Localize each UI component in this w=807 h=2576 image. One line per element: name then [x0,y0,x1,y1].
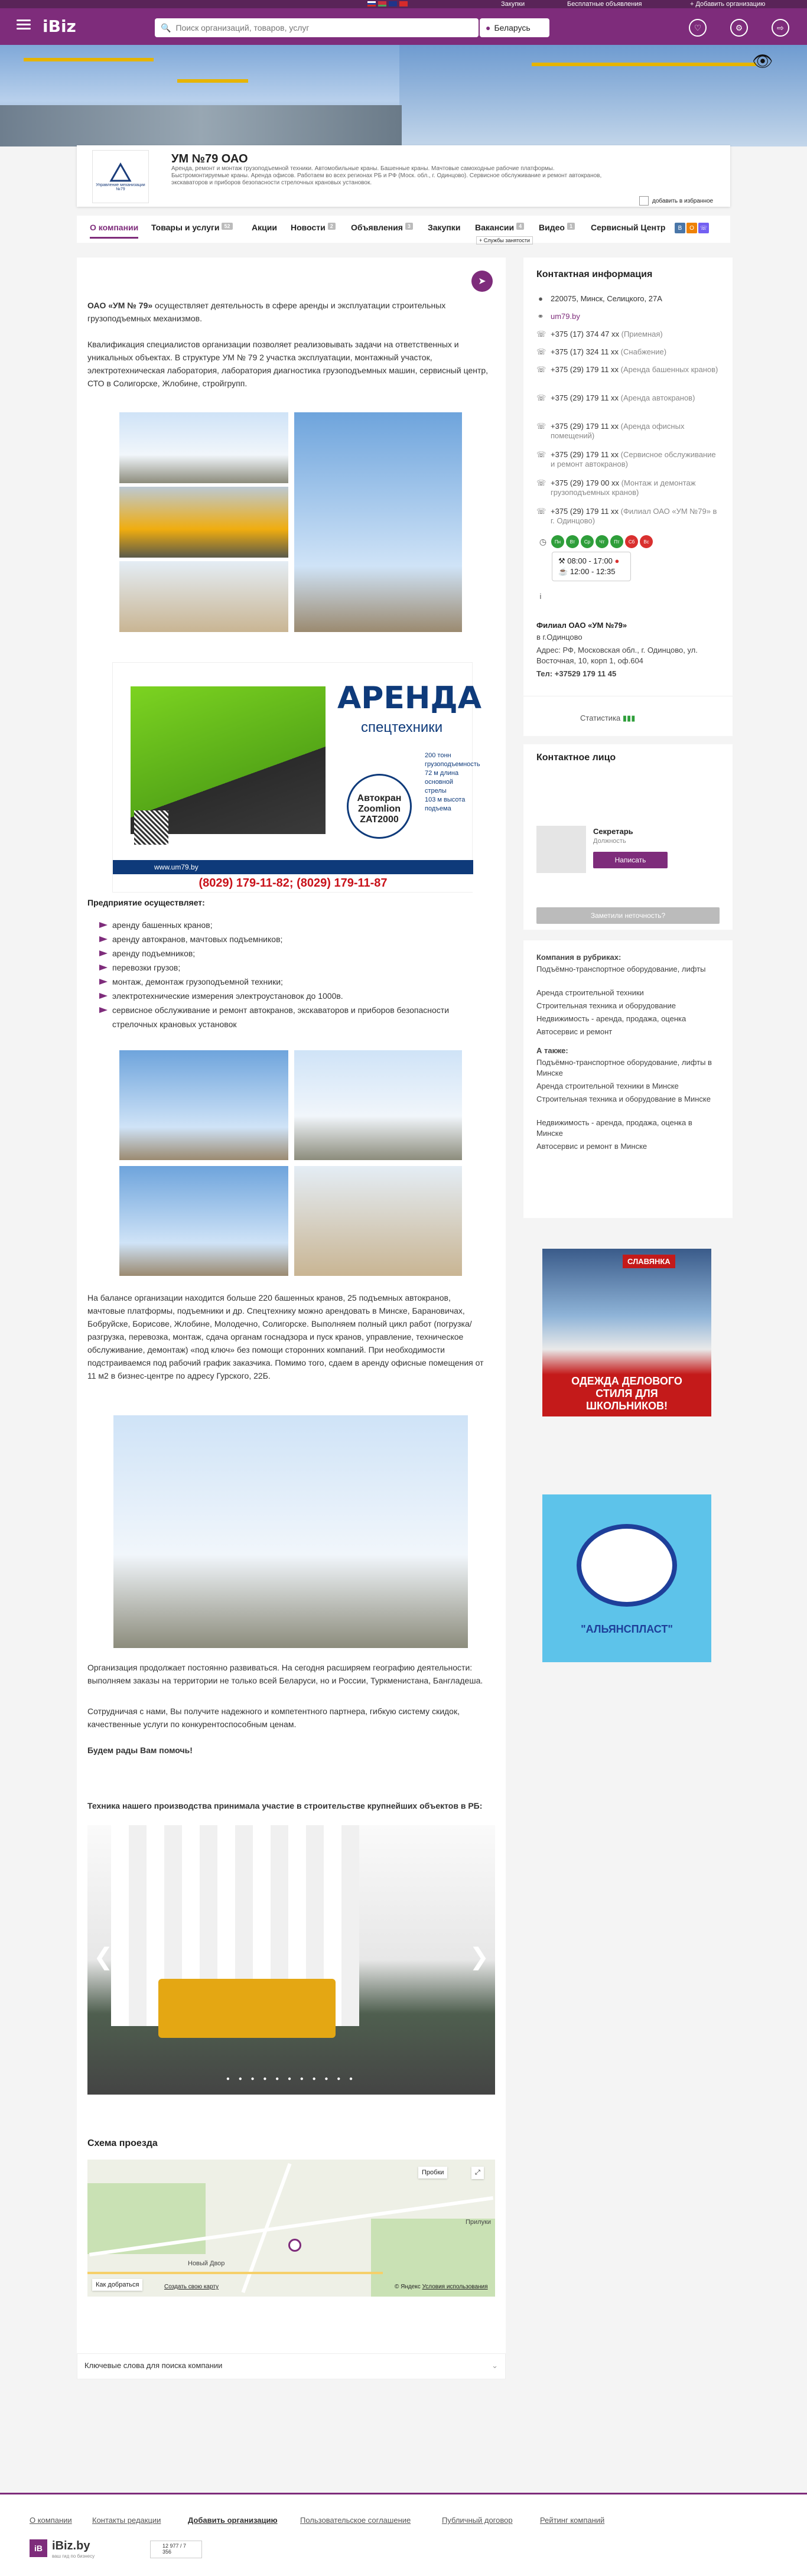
login-icon[interactable]: ⇨ [772,19,789,37]
rubrics-panel [523,940,733,1218]
info-icon[interactable]: i [539,592,542,601]
company-logo-mark [109,162,132,183]
tab-video[interactable] [539,223,575,232]
phone-note: (Аренда башенных кранов) [620,365,718,374]
intro-bold: ОАО «УМ № 79» [87,301,153,310]
tab-label: Акции [252,223,277,232]
rubric-link[interactable]: Аренда строительной техники [536,988,644,997]
services-title: Предприятие осуществляет: [87,898,205,907]
zakupki-link[interactable]: Закупки [501,1,525,8]
visit-counter[interactable]: 12 977 / 7 356 [150,2541,202,2558]
tab-label: Видео [539,223,565,232]
ok-icon[interactable]: О [686,223,697,233]
phone-icon: ☏ [536,347,546,356]
lunch-hours: 12:00 - 12:35 [570,567,616,576]
employment-service-link[interactable]: + Службы занятости [476,236,533,245]
tabs [77,216,730,243]
branch-phone: Тел: +37529 179 11 45 [536,669,617,678]
photo-building-3[interactable] [119,1166,288,1276]
site-link[interactable]: um79.by [551,312,580,321]
contact-person-title: Контактное лицо [536,753,616,763]
map[interactable] [87,2160,495,2297]
rubric-link[interactable]: Недвижимость - аренда, продажа, оценка [536,1014,686,1023]
rubric-link[interactable]: Недвижимость - аренда, продажа, оценка в Минске [536,1118,692,1138]
list-item: электротехнические измерения электроустановок до 1000в. [99,989,489,1003]
region-select[interactable] [480,18,549,37]
phone-icon: ☏ [536,422,546,431]
traffic-button[interactable] [418,2167,447,2178]
banner-site: www.um79.by [113,860,473,874]
photo-building-4[interactable] [294,1166,462,1276]
add-org-link[interactable]: + Добавить организацию [690,1,766,8]
phone-note: (Приемная) [621,330,663,338]
phone-row[interactable] [536,347,720,357]
location-icon: ● [486,23,491,32]
photo-scaffold[interactable] [119,561,288,632]
tab-about[interactable] [90,223,138,239]
contact-role: Должность [593,838,626,845]
tab-ads[interactable] [351,223,413,232]
banner-model-line: Zoomlion [358,804,401,814]
banner-stat: 72 м длина основной стрелы [425,770,459,794]
branch-city: в г.Одинцово [536,633,583,641]
free-ads-link[interactable]: Бесплатные объявления [567,1,642,8]
globe-icon: ⚭ [537,312,544,321]
header [0,8,807,45]
intro-text [87,299,489,325]
phone-row[interactable] [536,330,720,339]
day-badge: Вс [640,535,653,548]
list-item: аренду подъемников; [99,946,489,960]
phone-icon: ☏ [536,330,546,338]
banner-model-line: ZAT2000 [360,815,399,825]
phone-number[interactable]: +375 (29) 179 11 xx [551,365,619,374]
company-title: УМ №79 ОАО [171,152,248,165]
vk-icon[interactable]: В [675,223,685,233]
phone-note: (Сервисное обслуживание и ремонт автокранов) [551,450,716,468]
tab-label: Товары и услуги [151,223,220,232]
footer-link[interactable]: Добавить организацию [188,2516,278,2525]
intro-rest: осуществляет деятельность в сфере аренды и эксплуатации строительных грузоподъемных механизмов. [87,301,446,323]
banner-model-badge [347,774,412,839]
phone-note: (Аренда автокранов) [620,393,695,402]
phone-row[interactable] [536,393,720,403]
phone-number[interactable]: +375 (29) 179 11 xx [551,450,619,459]
phone-number[interactable]: +375 (17) 374 47 xx [551,330,619,338]
ad-text: "АЛЬЯНСПЛАСТ" [581,1623,673,1635]
keywords-label: Ключевые слова для поиска компании [84,2361,223,2370]
company-description: Аренда, ремонт и монтаж грузоподъемной техники. Автомобильные краны. Башенные краны. Мачтовые самоходные рабочие платформы. Быстромонтируемые краны. Аренда офисов. Работаем во всех регионах РБ и РФ (Моск. обл., г. Одинцово). Сервисное обслуживание и ремонт автокранов, экскаваторов и приборов безопасности стрелочных крановых установок. [171,165,602,186]
services-list [99,918,489,1031]
contacts-panel [523,258,733,736]
phone-number[interactable]: +375 (29) 179 11 xx [551,393,619,402]
add-org-label: Добавить организацию [695,1,766,8]
schedule-box [552,552,631,581]
traffic-label: Пробки [422,2169,444,2176]
tab-promos[interactable] [252,223,277,232]
hero-city [0,105,402,146]
day-badge: Пт [610,535,623,548]
hero-photo [399,45,807,146]
phone-note: (Снабжение) [620,347,667,356]
keywords-toggle[interactable] [77,2353,506,2379]
search-icon: 🔍 [161,22,171,32]
write-button[interactable]: Написать [593,852,668,868]
status-dot-icon: ● [614,556,620,565]
lunch-hours-row [558,566,624,577]
map-village: Прилуки [466,2219,492,2226]
chart-icon: ▮▮▮ [622,714,636,722]
phone-icon: ☏ [536,393,546,402]
tools-icon: ⚒ [558,556,565,565]
phone-note: (Монтаж и демонтаж грузоподъемных кранов) [551,478,696,497]
route-label: Как добраться [96,2281,139,2288]
branch-title: Филиал ОАО «УМ №79» [536,621,627,630]
rent-banner[interactable] [112,662,481,893]
statistics-label: Статистика [580,714,621,722]
day-badge: Ср [581,535,594,548]
photo-tower-crane[interactable] [294,412,462,632]
tab-products[interactable] [151,223,233,232]
banner-stat: 200 тонн грузоподъемность [425,752,480,768]
favorites-icon[interactable]: ♡ [689,19,707,37]
ad-logo [577,1524,677,1607]
info-icon[interactable] [536,592,720,601]
hero-banner [0,45,807,146]
rubric-link[interactable]: Подъёмно-транспортное оборудование, лифты [536,965,706,973]
company-logo [92,150,149,203]
fullscreen-icon[interactable]: ⤢ [471,2167,484,2179]
list-item: монтаж, демонтаж грузоподъемной техники; [99,975,489,989]
banner-stats [425,751,480,813]
welcome-text: Будем рады Вам помочь! [87,1745,193,1755]
site-row[interactable] [536,312,720,321]
ad-banner-slavyanka[interactable] [542,1249,711,1416]
tab-label: Закупки [428,223,461,232]
phone-number[interactable]: +375 (17) 324 11 xx [551,347,619,356]
menu-icon[interactable] [17,19,31,30]
logo[interactable]: iBiz [43,17,76,36]
footer-logo[interactable]: iBiz.by [52,2539,90,2552]
phone-number[interactable]: +375 (29) 179 11 xx [551,422,619,431]
ad-text: ОДЕЖДА ДЕЛОВОГО СТИЛЯ ДЛЯ ШКОЛЬНИКОВ! [571,1375,682,1412]
address-text: 220075, Минск, Селицкого, 27А [551,294,662,303]
footer-link[interactable]: Пользовательское соглашение [300,2516,411,2525]
rubric-link[interactable]: Строительная техника и оборудование в Минске [536,1095,711,1103]
photo-building-1[interactable] [119,1050,288,1160]
favorite-checkbox[interactable] [639,196,649,206]
list-item: аренду автокранов, мачтовых подъемников; [99,932,489,946]
contact-name: Секретарь [593,827,633,836]
rubric-link[interactable]: Аренда строительной техники в Минске [536,1082,679,1090]
projects-title: Техника нашего производства принимала участие в строительстве крупнейших объектов в РБ: [87,1801,483,1810]
flag-by-icon[interactable] [378,1,386,6]
phone-row[interactable] [536,365,720,374]
contacts-title: Контактная информация [536,269,653,279]
list-item: сервисное обслуживание и ремонт автокранов, экскаваторов и приборов безопасности стрелочных крановых установок [99,1003,489,1031]
flag-en-icon[interactable] [389,1,397,6]
footer-link[interactable]: Рейтинг компаний [540,2516,605,2525]
footer-logo-icon: iB [30,2539,47,2557]
map-green [87,2183,206,2254]
report-error-button[interactable]: Заметили неточность? [536,907,720,924]
phone-note: (Филиал ОАО «УМ №79» в г. Одинцово) [551,507,717,525]
share-icon[interactable]: ➤ [471,271,493,292]
qr-code [134,810,168,845]
tab-count: 1 [567,223,575,230]
tab-count: 52 [222,223,232,230]
favorite-toggle[interactable] [639,196,713,206]
footer-tagline: ваш гид по бизнесу [52,2554,95,2559]
list-item: аренду башенных кранов; [99,918,489,932]
phone-row[interactable] [536,422,720,441]
rubric-link[interactable]: Автосервис и ремонт в Минске [536,1142,647,1151]
day-badge: Чт [596,535,608,548]
statistics-link[interactable] [580,714,635,723]
employment-service-label: Службы занятости [483,237,531,243]
hero-crane [532,63,756,66]
phone-icon: ☏ [536,478,546,487]
chevron-down-icon: ⌄ [492,2361,498,2370]
slider-dots[interactable]: ● ● ● ● ● ● ● ● ● ● ● [226,2076,357,2082]
compare-icon[interactable]: ⚙ [730,19,748,37]
avatar [536,826,586,873]
qualification-text: Квалификация специалистов организации позволяет реализовывать задачи на ответственных и уникальных объектах. В структуре УМ № 79 2 участка эксплуатации, монтажный участок, электротехническая лаборатория, лаборатория диагностика грузоподъемных машин, сервисный центр, СТО в Солигорске, Жлобине, стройгрупп. [87,340,489,388]
region-label: Беларусь [494,23,531,32]
phone-row[interactable] [536,450,720,469]
map-copyright-text: © Яндекс [395,2284,421,2290]
language-flags[interactable] [367,1,408,6]
work-days [536,535,653,548]
cooperate-text: Сотрудничая с нами, Вы получите надежного и компетентного партнера, гибкую систему скидок, качественные услуги по конкурентоспособным ценам. [87,1707,460,1729]
phone-note: (Аренда офисных помещений) [551,422,685,440]
photo-office-building[interactable] [113,1415,468,1648]
phone-icon: ☏ [536,507,546,516]
contact-person-panel [523,744,733,930]
photo-autocrane[interactable] [119,487,288,558]
main-content [77,258,506,2353]
rubrics-also-title: А также: [536,1046,568,1055]
list-item: перевозки грузов; [99,960,489,975]
phone-icon: ☏ [536,365,546,374]
growth-text: Организация продолжает постоянно развиваться. На сегодня расширяем географию деятельности: выполняем заказы на территории не только всей Беларуси, но и России, Туркменистана, Бангладеша. [87,1663,483,1685]
day-badge: Пн [551,535,564,548]
location-icon: ● [538,294,543,303]
banner-subtitle: спецтехники [361,719,443,735]
banner-stat: 103 м высота подъема [425,796,466,812]
tab-label: Сервисный Центр [591,223,666,232]
search-box[interactable] [155,18,479,37]
phone-row[interactable] [536,478,720,497]
create-map-link[interactable]: Создать свою карту [164,2284,219,2290]
phone-row[interactable] [536,507,720,526]
rubric-link[interactable]: Автосервис и ремонт [536,1027,613,1036]
viber-icon[interactable]: ☏ [698,223,709,233]
slide-crane [158,1979,336,2038]
tab-label: Объявления [351,223,403,232]
phone-number[interactable]: +375 (29) 179 11 xx [551,507,619,516]
banner-title: АРЕНДА [337,680,481,716]
hero-crane [24,58,154,61]
balance-text: На балансе организации находится больше 220 башенных кранов, 25 подъемных автокранов, мачтовые платформы, подъемники и др. Спецтехнику можно арендовать в Минске, Барановичах, Бобруйске, Борисове, Жлобине, Молодечно, Солигорске. Выполняем полный цикл работ (погрузка/разгрузка, перевозка, монтаж, сдача органам госнадзора и пуск кранов, управление, техническое обслуживание, демонтаж) «под ключ» без помощи сторонних компаний. При необходимости подстраиваемся под рабочий график заказчика. Помимо того, сдаем в аренду офисные помещения от 11 м2 в бизнес-центре по адресу Гурского, 22Б. [87,1293,484,1380]
phone-icon: ☏ [536,450,546,459]
flag-cn-icon[interactable] [399,1,408,6]
rubric-link[interactable]: Подъёмно-транспортное оборудование, лифты в Минске [536,1058,712,1077]
route-button[interactable] [92,2279,142,2291]
slider-next-icon[interactable]: ❯ [469,1944,489,1970]
tab-count: 4 [516,223,524,230]
footer [0,2493,807,2576]
tab-count: 3 [405,223,413,230]
clock-icon: ◷ [536,535,549,548]
rubric-link[interactable]: Строительная техника и оборудование [536,1001,676,1010]
banner-phones: (8029) 179-11-82; (8029) 179-11-87 [113,874,473,892]
tab-count: 2 [328,223,336,230]
map-pin-icon[interactable] [288,2239,301,2252]
tab-label: Вакансии [475,223,515,232]
ad-banner-alyansplast[interactable] [542,1494,711,1662]
cup-icon: ☕ [558,567,568,576]
eye-icon[interactable]: 👁 [752,51,773,70]
company-card [77,145,730,207]
photo-cranes[interactable] [119,412,288,483]
footer-link[interactable]: О компании [30,2516,72,2525]
slider-prev-icon[interactable]: ❮ [93,1944,113,1970]
top-strip [0,0,807,8]
tab-purchases[interactable] [428,223,460,232]
map-terms-link[interactable]: Условия использования [422,2284,488,2290]
tab-label: Новости [291,223,326,232]
company-logo-caption: Управление механизации №79 [96,183,145,191]
map-road [87,2272,383,2274]
tab-news[interactable] [291,223,336,232]
day-badge: Сб [625,535,638,548]
search-input[interactable] [175,23,459,32]
footer-link[interactable]: Контакты редакции [92,2516,161,2525]
tab-label: О компании [90,223,139,232]
work-hours-row [558,556,624,566]
footer-link[interactable]: Публичный договор [442,2516,513,2525]
flag-ru-icon[interactable] [367,1,376,6]
branch-address: Адрес: РФ, Московская обл., г. Одинцово, ул. Восточная, 10, корп 1, оф.604 [536,646,698,665]
map-copyright [395,2284,488,2290]
banner-model-line: Автокран [357,793,402,803]
day-badge: Вт [566,535,579,548]
tab-vacancies[interactable] [475,223,524,232]
projects-slider[interactable] [87,1825,495,2095]
photo-building-2[interactable] [294,1050,462,1160]
map-village: Новый Двор [188,2260,225,2267]
hero-crane [177,79,248,83]
tab-service-center[interactable] [591,223,665,232]
ad-brand: СЛАВЯНКА [623,1255,675,1268]
address-row [536,294,720,304]
phone-number[interactable]: +375 (29) 179 00 xx [551,478,619,487]
map-title: Схема проезда [87,2138,158,2148]
rubrics-title: Компания в рубриках: [536,953,621,962]
favorite-label: добавить в избранное [652,197,714,204]
work-hours: 08:00 - 17:00 [567,556,613,565]
